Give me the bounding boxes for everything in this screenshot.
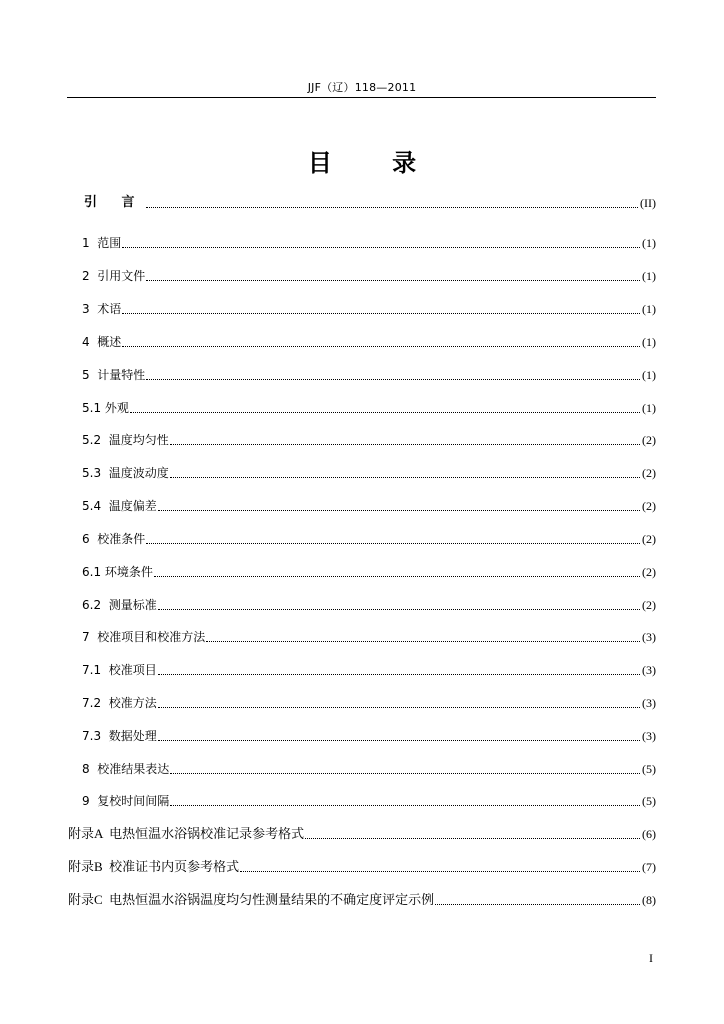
toc-leader-dots: [158, 740, 640, 741]
toc-entry-page: (1): [642, 302, 656, 316]
toc-entry-label: 7.2 校准方法: [82, 696, 157, 710]
toc-entry[interactable]: [82, 628, 656, 646]
toc-entry[interactable]: [82, 596, 656, 614]
toc-entry[interactable]: [82, 563, 656, 581]
toc-entry-page: (5): [642, 762, 656, 776]
toc-leader-dots: [170, 773, 640, 774]
toc-entry-label: 5.3 温度波动度: [82, 466, 169, 480]
toc-entry-introduction[interactable]: [84, 194, 656, 212]
toc-entry-label: 2 引用文件: [82, 269, 146, 283]
toc-leader-dots: [158, 707, 640, 708]
toc-entry-label: 引 言: [84, 195, 145, 210]
toc-entry-label: 6.2 测量标准: [82, 598, 157, 612]
toc-entry-page: (3): [642, 663, 656, 677]
toc-leader-dots: [122, 346, 640, 347]
toc-entry-page: (1): [642, 368, 656, 382]
toc-entry-label: 5.4 温度偏差: [82, 499, 157, 513]
toc-entry[interactable]: [82, 464, 656, 482]
toc-entry-label: 7.1 校准项目: [82, 663, 157, 677]
toc-entry-label: 附录A 电热恒温水浴锅校准记录参考格式: [68, 826, 305, 841]
toc-entry-page: (5): [642, 794, 656, 808]
page-title: 目 录: [307, 149, 443, 177]
toc-leader-dots: [170, 444, 640, 445]
toc-entry-page: (8): [642, 893, 656, 907]
toc-entry-label: 附录C 电热恒温水浴锅温度均匀性测量结果的不确定度评定示例: [68, 892, 435, 907]
toc-entry[interactable]: [82, 727, 656, 745]
toc-entry-label: 7.3 数据处理: [82, 729, 157, 743]
toc-entry-page: (7): [642, 860, 656, 874]
document-header-code: JJF（辽）118—2011: [307, 81, 417, 94]
toc-entry-appendix-c[interactable]: [68, 891, 656, 909]
toc-entry-page: (3): [642, 696, 656, 710]
toc-entry-label: 9 复校时间间隔: [82, 794, 170, 808]
toc-entry-label: 5.2 温度均匀性: [82, 433, 169, 447]
page-number: I: [649, 951, 653, 965]
toc-leader-dots: [240, 871, 640, 872]
toc-leader-dots: [122, 313, 640, 314]
toc-entry[interactable]: [82, 300, 656, 318]
toc-leader-dots: [305, 838, 640, 839]
toc-leader-dots: [146, 207, 638, 208]
toc-leader-dots: [146, 379, 640, 380]
toc-entry[interactable]: [82, 399, 656, 417]
toc-leader-dots: [146, 280, 640, 281]
toc-entry-page: (II): [640, 196, 656, 210]
toc-leader-dots: [170, 805, 640, 806]
toc-entry-page: (2): [642, 565, 656, 579]
toc-entry-label: 3 术语: [82, 302, 122, 316]
toc-entry-page: (2): [642, 433, 656, 447]
toc-entry[interactable]: [82, 431, 656, 449]
toc-entry[interactable]: [82, 760, 656, 778]
toc-entry[interactable]: [82, 792, 656, 810]
toc-entry[interactable]: [82, 333, 656, 351]
toc-leader-dots: [435, 904, 640, 905]
toc-entry-appendix-a[interactable]: [68, 825, 656, 843]
toc-leader-dots: [154, 576, 640, 577]
toc-leader-dots: [170, 477, 640, 478]
toc-entry-appendix-b[interactable]: [68, 858, 656, 876]
toc-entry[interactable]: [82, 530, 656, 548]
toc-leader-dots: [146, 543, 640, 544]
toc-entry-label: 1 范围: [82, 236, 122, 250]
toc-entry[interactable]: [82, 497, 656, 515]
toc-entry-page: (2): [642, 598, 656, 612]
toc-entry-page: (1): [642, 236, 656, 250]
toc-leader-dots: [206, 641, 640, 642]
toc-entry-label: 6 校准条件: [82, 532, 146, 546]
toc-entry-label: 5.1 外观: [82, 401, 129, 415]
toc-leader-dots: [122, 247, 640, 248]
toc-entry-label: 8 校准结果表达: [82, 762, 170, 776]
toc-entry-page: (2): [642, 466, 656, 480]
toc-entry[interactable]: [82, 366, 656, 384]
toc-leader-dots: [158, 674, 640, 675]
toc-entry[interactable]: [82, 267, 656, 285]
toc-entry[interactable]: [82, 661, 656, 679]
toc-entry-page: (1): [642, 269, 656, 283]
toc-entry-page: (3): [642, 729, 656, 743]
toc-entry-page: (1): [642, 335, 656, 349]
toc-entry-label: 4 概述: [82, 335, 122, 349]
toc-entry-page: (3): [642, 630, 656, 644]
toc-leader-dots: [158, 510, 640, 511]
toc-entry-label: 7 校准项目和校准方法: [82, 630, 206, 644]
toc-entry-label: 5 计量特性: [82, 368, 146, 382]
toc-entry-page: (2): [642, 499, 656, 513]
toc-entry[interactable]: [82, 234, 656, 252]
toc-entry-label: 附录B 校准证书内页参考格式: [68, 859, 240, 874]
toc-leader-dots: [130, 412, 640, 413]
toc-leader-dots: [158, 609, 640, 610]
toc-entry-page: (6): [642, 827, 656, 841]
toc-entry-page: (2): [642, 532, 656, 546]
toc-entry-label: 6.1 环境条件: [82, 565, 153, 579]
toc-entry-page: (1): [642, 401, 656, 415]
toc-entry[interactable]: [82, 694, 656, 712]
